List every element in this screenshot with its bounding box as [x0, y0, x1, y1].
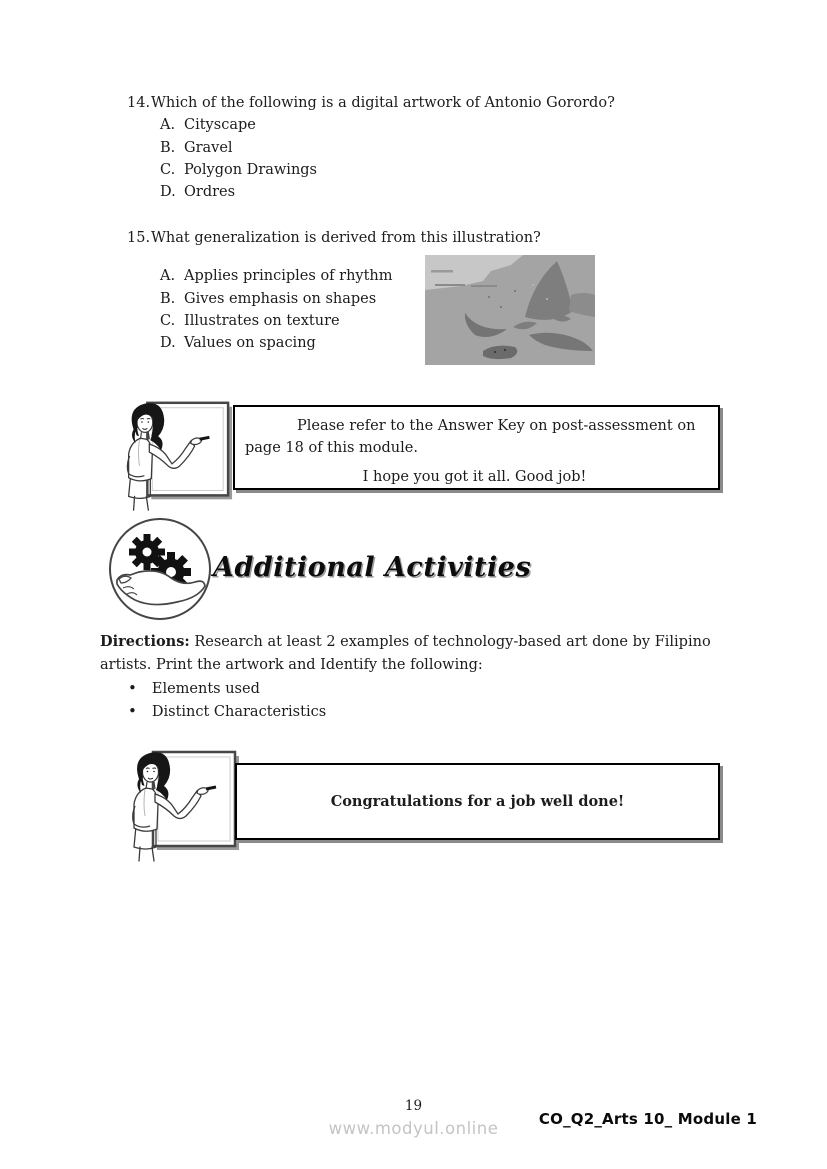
- question-14-text: Which of the following is a digital artwork of Antonio Gorordo?: [151, 95, 615, 111]
- question-14-number: 14.: [127, 95, 151, 111]
- option-letter: D.: [160, 335, 176, 352]
- option-row: [160, 137, 747, 159]
- watermark: www.modyul.online: [328, 1119, 499, 1138]
- answer-key-callout: [105, 396, 723, 516]
- option-letter: C.: [160, 161, 176, 178]
- answer-key-note-text: Please refer to the Answer Key on post-assessment on page 18 of this module.: [245, 418, 696, 456]
- section-title-additional-activities: Additional Activities: [213, 552, 532, 583]
- teacher-illustration: [105, 396, 235, 514]
- option-text: Ordres: [184, 184, 236, 201]
- option-row: [160, 114, 747, 136]
- question-14: [127, 92, 747, 203]
- bullet-item: • Elements used: [128, 677, 720, 700]
- question-15-number: 15.: [127, 230, 151, 246]
- congratulations-text: Congratulations for a job well done!: [330, 792, 625, 810]
- option-text: Values on spacing: [184, 335, 316, 352]
- directions-text: Research at least 2 examples of technology-based art done by Filipino artists. Print the artwork and Identify the following:: [100, 634, 711, 673]
- option-letter: C.: [160, 312, 176, 329]
- option-letter: B.: [160, 139, 176, 156]
- option-text: Polygon Drawings: [184, 161, 317, 178]
- option-row: [160, 159, 747, 181]
- answer-key-note-box: [233, 405, 720, 490]
- hand-gears-icon: [107, 516, 213, 622]
- question-15-illustration: [425, 255, 595, 365]
- congratulations-note-box: [235, 763, 720, 840]
- option-letter: A.: [160, 268, 176, 285]
- option-row: [160, 181, 747, 203]
- option-text: Gives emphasis on shapes: [184, 290, 377, 307]
- option-text: Cityscape: [184, 117, 256, 134]
- teacher-illustration: [110, 742, 242, 868]
- page-number: 19: [404, 1098, 423, 1114]
- module-reference: CO_Q2_Arts 10_ Module 1: [538, 1110, 757, 1128]
- option-letter: A.: [160, 117, 176, 134]
- bullet-item: • Distinct Characteristics: [128, 700, 720, 723]
- answer-key-note-encouragement: I hope you got it all. Good job!: [362, 469, 587, 485]
- option-text: Gravel: [184, 139, 233, 156]
- question-15-text: What generalization is derived from this illustration?: [151, 230, 541, 246]
- directions-bullet-list: [100, 677, 720, 724]
- option-letter: B.: [160, 290, 176, 307]
- directions-paragraph: [100, 631, 720, 676]
- congratulations-callout: [110, 742, 724, 874]
- option-text: Applies principles of rhythm: [184, 268, 393, 285]
- question-14-options: [160, 114, 747, 203]
- option-text: Illustrates on texture: [184, 312, 340, 329]
- directions-label: Directions:: [100, 633, 190, 650]
- option-letter: D.: [160, 184, 176, 201]
- directions-block: [100, 631, 720, 724]
